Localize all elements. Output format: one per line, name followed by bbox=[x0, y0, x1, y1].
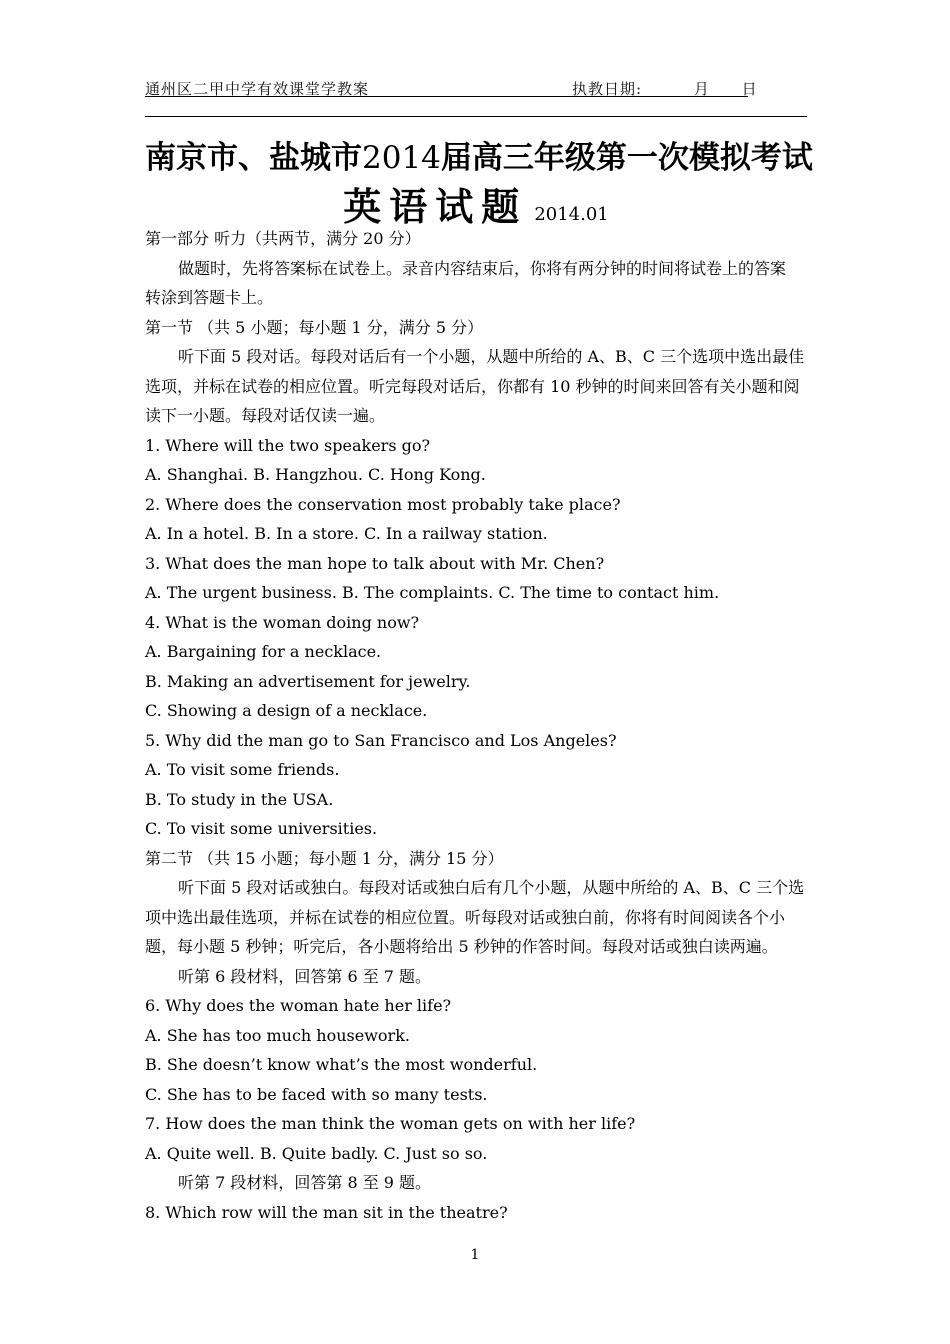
text-line: A. To visit some friends. bbox=[145, 760, 340, 779]
text-line: A. She has too much housework. bbox=[145, 1025, 410, 1045]
header-school-name: 通州区二甲中学有效课堂学教案 bbox=[145, 80, 370, 98]
text-line: 3. What does the man hope to talk about with Mr. Chen? bbox=[145, 553, 605, 573]
section-heading: 第一节 （共 5 小题；每小题 1 分，满分 5 分） bbox=[145, 317, 484, 337]
header-date-label: 执教日期: bbox=[572, 80, 643, 98]
exam-title-cities: 南京市、盐城市 bbox=[145, 140, 362, 176]
text-line: 题，每小题 5 秒钟；听完后，各小题将给出 5 秒钟的作答时间。每段对话或独白读两遍。 bbox=[145, 937, 778, 956]
text-line: A. Bargaining for a necklace. bbox=[145, 642, 382, 661]
text-line: A. The urgent business. B. The complaints. C. The time to contact him. bbox=[145, 583, 720, 602]
exam-title bbox=[145, 132, 813, 177]
text-line: 转涂到答题卡上。 bbox=[145, 288, 274, 307]
text-line: 5. Why did the man go to San Francisco and Los Angeles? bbox=[145, 730, 617, 750]
header-divider bbox=[145, 116, 807, 117]
section-heading: 第一部分 听力（共两节，满分 20 分） bbox=[145, 229, 421, 248]
text-line: 8. Which row will the man sit in the theatre? bbox=[145, 1202, 508, 1222]
text-line: 4. What is the woman doing now? bbox=[145, 612, 420, 632]
text-line: B. She doesn’t know what’s the most wonderful. bbox=[145, 1055, 538, 1074]
exam-subtitle bbox=[145, 176, 807, 231]
text-line: 听第 7 段材料，回答第 8 至 9 题。 bbox=[178, 1173, 432, 1192]
page-header bbox=[145, 78, 758, 98]
text-line: A. In a hotel. B. In a store. C. In a railway station. bbox=[145, 524, 548, 543]
text-line: C. To visit some universities. bbox=[145, 819, 378, 838]
text-line: 听下面 5 段对话或独白。每段对话或独白后有几个小题，从题中所给的 A、B、C 三个选 bbox=[178, 878, 805, 897]
header-month-label: 月 bbox=[693, 80, 710, 98]
text-line: 项中选出最佳选项，并标在试卷的相应位置。听每段对话或独白前，你将有时间阅读各个小 bbox=[145, 907, 786, 927]
text-line: 7. How does the man think the woman gets on with her life? bbox=[145, 1114, 636, 1133]
exam-title-year: 2014 bbox=[362, 140, 441, 176]
text-line: 做题时，先将答案标在试卷上。录音内容结束后，你将有两分钟的时间将试卷上的答案 bbox=[178, 258, 787, 278]
text-line: A. Quite well. B. Quite badly. C. Just so so. bbox=[145, 1143, 488, 1163]
header-underline bbox=[145, 96, 748, 97]
document-body bbox=[145, 224, 809, 1227]
text-line: 读下一小题。每段对话仅读一遍。 bbox=[145, 406, 386, 425]
exam-date: 2014.01 bbox=[534, 204, 609, 225]
text-line: 听下面 5 段对话。每段对话后有一个小题，从题中所给的 A、B、C 三个选项中选出最佳 bbox=[178, 347, 805, 366]
section-heading: 第二节 （共 15 小题；每小题 1 分，满分 15 分） bbox=[145, 848, 504, 868]
exam-title-exam-name: 届高三年级第一次模拟考试 bbox=[440, 140, 813, 176]
text-line: 1. Where will the two speakers go? bbox=[145, 435, 431, 455]
text-line: B. Making an advertisement for jewelry. bbox=[145, 671, 471, 691]
text-line: A. Shanghai. B. Hangzhou. C. Hong Kong. bbox=[145, 465, 486, 484]
text-line: 听第 6 段材料，回答第 6 至 7 题。 bbox=[178, 966, 432, 986]
text-line: 选项，并标在试卷的相应位置。听完每段对话后，你都有 10 秒钟的时间来回答有关小题和阅 bbox=[145, 376, 800, 396]
text-line: 2. Where does the conservation most probably take place? bbox=[145, 494, 621, 514]
text-line: B. To study in the USA. bbox=[145, 789, 334, 809]
text-line: 6. Why does the woman hate her life? bbox=[145, 996, 452, 1015]
page-number: 1 bbox=[470, 1247, 480, 1263]
text-line: C. Showing a design of a necklace. bbox=[145, 701, 428, 720]
exam-subject: 英语试题 bbox=[343, 184, 528, 229]
text-line: C. She has to be faced with so many tests. bbox=[145, 1084, 488, 1104]
header-day-label: 日 bbox=[741, 80, 758, 98]
